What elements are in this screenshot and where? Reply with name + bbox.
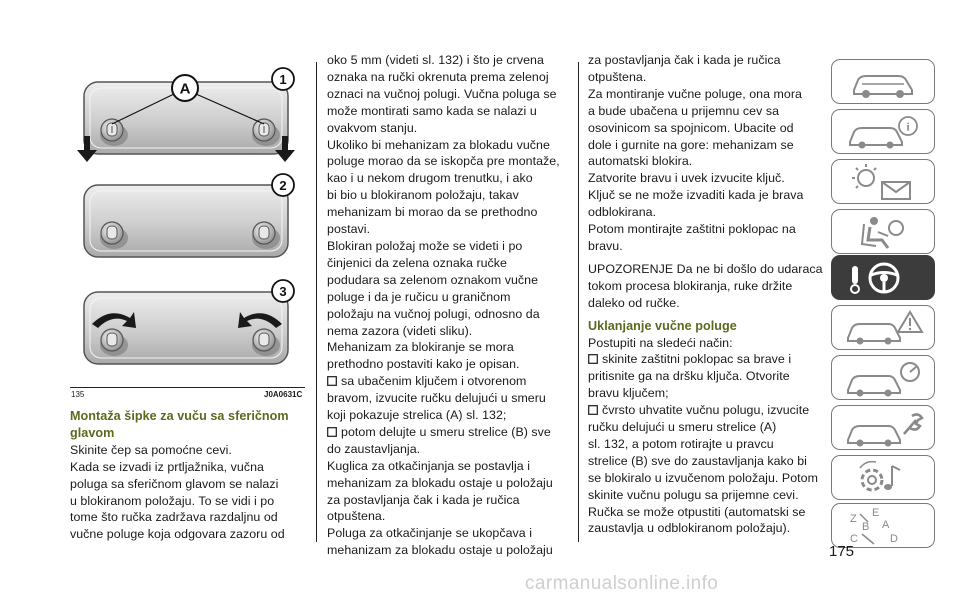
svg-text:1: 1	[279, 72, 287, 87]
callout-3	[272, 280, 294, 302]
column-2: oko 5 mm (videti sl. 132) i što je crvena oznaka na ručki okrenuta prema zelenoj oznaci na vučnoj polugi. Vučna poluga se može montirati samo kada se nalazi u ovakvom stanju. Ukoliko bi mehanizam za blokadu vučne poluge morao da se iskopča pre montaže, kao i u nekom drugom trenutku, i ako bi bio u blokiranom položaju, takav mehanizam bi morao da se prethodno postavi. Blokiran položaj može se videti i po činjenici da zelena oznaka ručke podudara sa zelenom oznakom vučne poluge i da je ručicu u graničnom položaju na vučnoj polugi, odnosno da nema zazora (videti sliku). Mehanizam za blokiranje se mora prethodno postaviti kako je opisan. sa ubačenim ključem i otvorenom bravom, izvucite ručku delujući u smeru koji pokazuje strelica (A) sl. 132; potom delujte u smeru strelice (B) sve do zaustavljanja. Kuglica za otkačinjanja se postavlja i mehanizam za blokadu ostaje u položaju za postavljanja čak i kada je ručica otpuštena. Poluga za otkačinjanje se ukopčava i mehanizam za blokadu ostaje u položaju	[327, 52, 572, 559]
checkbox-bullet-icon	[327, 427, 337, 437]
warning-text: UPOZORENJE Da ne bi došlo do udaraca	[588, 261, 823, 276]
svg-text:A: A	[179, 80, 191, 98]
bullet-item: čvrsto uhvatite vučnu polugu, izvucite	[588, 402, 828, 419]
checkbox-bullet-icon	[588, 354, 598, 364]
chapter-tab-starting-driving[interactable]	[831, 255, 935, 300]
gear-music-icon	[832, 456, 936, 501]
svg-text:Z: Z	[850, 513, 857, 525]
heading-mounting: Montaža šipke za vuču sa sferičnom glavom	[70, 409, 289, 440]
tow-hook-figure	[70, 62, 305, 387]
svg-text:2: 2	[279, 178, 287, 193]
svg-text:D: D	[890, 533, 898, 545]
checkbox-bullet-icon	[327, 376, 337, 386]
page-number: 175	[829, 543, 855, 560]
callout-a	[172, 75, 198, 101]
watermark: carmanualsonline.info	[525, 573, 719, 594]
chapter-tab-lights[interactable]	[831, 159, 935, 204]
svg-text:3: 3	[279, 284, 287, 299]
chapter-tab-warnings[interactable]	[831, 305, 935, 350]
svg-text:i: i	[906, 119, 910, 134]
chapter-tab-multimedia[interactable]	[831, 455, 935, 500]
svg-text:E: E	[872, 507, 880, 519]
car-info-icon	[832, 110, 936, 155]
svg-text:C: C	[850, 533, 858, 545]
chapter-tab-car-info[interactable]	[831, 109, 935, 154]
panel-3	[84, 280, 294, 364]
car-warning-icon	[832, 306, 936, 351]
seat-airbag-icon	[832, 210, 936, 255]
car-icon	[832, 60, 936, 105]
svg-text:A: A	[882, 519, 890, 531]
figure-code: J0A0631C	[264, 390, 303, 399]
bullet-item: sa ubačenim ključem i otvorenom	[327, 373, 572, 390]
chapter-tab-index[interactable]	[831, 503, 935, 548]
key-steering-icon	[832, 256, 936, 301]
bullet-item: skinite zaštitni poklopac sa brave i	[588, 351, 828, 368]
callout-1	[272, 68, 294, 90]
svg-text:B: B	[862, 521, 870, 533]
bullet-item: potom delujte u smeru strelice (B) sve	[327, 424, 572, 441]
car-dashboard-icon	[832, 356, 936, 401]
callout-2	[272, 174, 294, 196]
chapter-tab-emergency[interactable]	[831, 355, 935, 400]
column-3: za postavljanja čak i kada je ručica otpuštena. Za montiranje vučne poluge, ona mora a bude ubačena u prijemnu cev sa osovinicom sa spojnicom. Ubacite od dole i gurnite na gore: mehanizam se automatski blokira. Zatvorite bravu i uvek izvucite ključ. Ključ se ne može izvaditi kada je brava odblokirana. Potom montirajte zaštitni poklopac na bravu. UPOZORENJE Da ne bi došlo do udaraca tokom procesa blokiranja, ruke držite daleko od ručke. Uklanjanje vučne poluge Postupiti na sledeći način: skinite zaštitni poklopac sa brave i pritisnite ga na dršku ključa. Otvorite bravu ključem; čvrsto uhvatite vučnu polugu, izvucite ručku delujući u smeru strelice (A) sl. 132, a potom rotirajte u pravcu strelice (B) sve do zaustavljanja kako bi se blokiralo u izvučenom položaju. Potom skinite vučnu polugu sa prijemne cevi. Ručka se može otpustiti (automatski se zaustavlja u odblokiranom položaju).	[588, 52, 828, 537]
heading-removal: Uklanjanje vučne poluge	[588, 318, 737, 333]
chapter-tab-safety[interactable]	[831, 209, 935, 254]
figure-caption-rule	[70, 387, 305, 388]
chapter-tab-car[interactable]	[831, 59, 935, 104]
panel-1	[77, 68, 295, 162]
panel-2	[84, 174, 294, 257]
chapter-tab-maintenance[interactable]	[831, 405, 935, 450]
figure-number: 135	[71, 390, 85, 399]
column-1: Montaža šipke za vuču sa sferičnom glavom Skinite čep sa pomoćne cevi. Kada se izvadi iz prtljažnika, vučna poluga sa sferičnom glavom se nalazi u blokiranom položaju. To se vidi i po tome što ručka zadržava razdaljnu od vučne poluge koja odgovara zazoru od	[70, 408, 310, 543]
car-wrench-icon	[832, 406, 936, 451]
column-divider-1	[316, 62, 317, 542]
checkbox-bullet-icon	[588, 405, 598, 415]
lights-envelope-icon	[832, 160, 936, 205]
column-divider-2	[578, 62, 579, 542]
